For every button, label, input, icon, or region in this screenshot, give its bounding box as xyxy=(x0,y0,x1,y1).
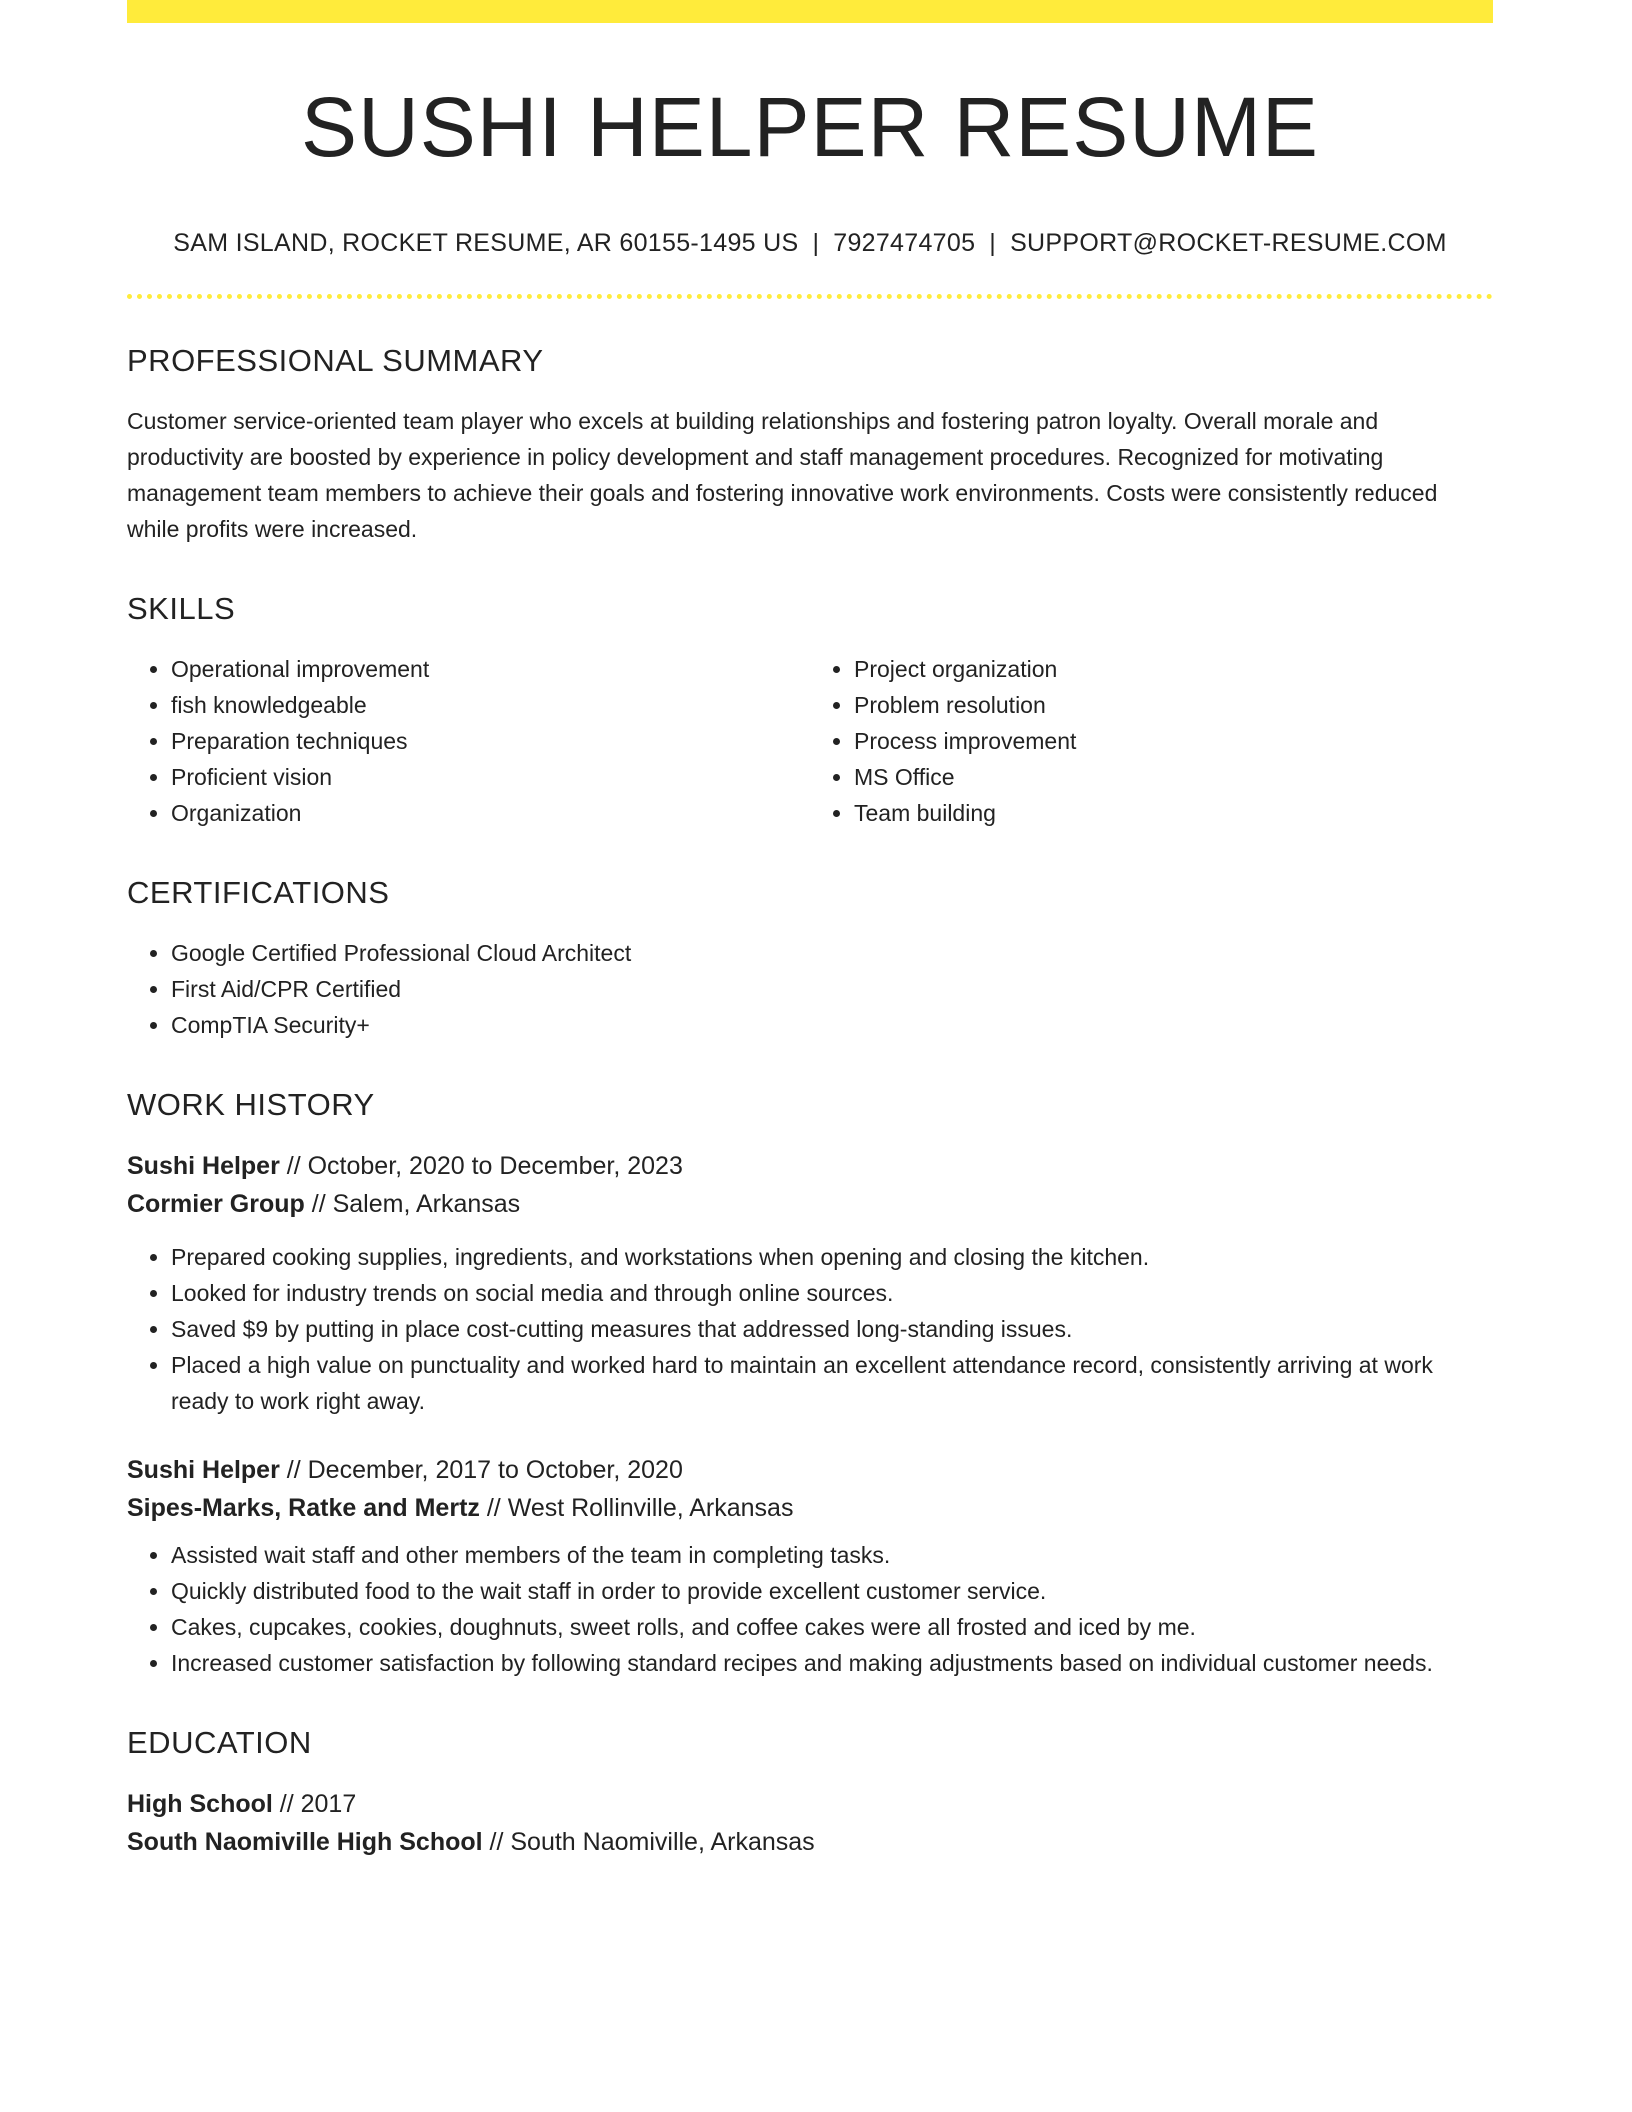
job-company-line xyxy=(127,1185,1493,1223)
job-entry xyxy=(127,1147,1493,1419)
skills-list xyxy=(127,651,1493,831)
list-item: • Saved $9 by putting in place cost-cutting measures that addressed long-standing issues. xyxy=(171,1311,1493,1347)
list-item: • Google Certified Professional Cloud Architect xyxy=(171,935,1493,971)
list-item: • First Aid/CPR Certified xyxy=(171,971,1493,1007)
list-item: • Problem resolution xyxy=(854,687,1493,723)
list-item: • Cakes, cupcakes, cookies, doughnuts, sweet rolls, and coffee cakes were all frosted and iced by me. xyxy=(171,1609,1493,1645)
job-role: Sushi Helper xyxy=(127,1152,280,1181)
job-title-line xyxy=(127,1147,1493,1185)
education-degree-line xyxy=(127,1785,1493,1823)
job-title-line xyxy=(127,1451,1493,1489)
job-company: Cormier Group xyxy=(127,1190,305,1219)
dotted-divider xyxy=(127,294,1493,299)
list-item: • Quickly distributed food to the wait staff in order to provide excellent customer service. xyxy=(171,1573,1493,1609)
education-school-line xyxy=(127,1823,1493,1861)
job-bullets xyxy=(127,1537,1493,1681)
certifications-list xyxy=(127,935,1493,1043)
list-item: • Project organization xyxy=(854,651,1493,687)
job-bullets xyxy=(127,1239,1493,1419)
list-item: • Preparation techniques xyxy=(171,723,810,759)
section-title-work-history: WORK HISTORY xyxy=(127,1087,375,1123)
job-entry xyxy=(127,1451,1493,1681)
list-item: • Proficient vision xyxy=(171,759,810,795)
list-item: • fish knowledgeable xyxy=(171,687,810,723)
list-item: • Process improvement xyxy=(854,723,1493,759)
education-entry xyxy=(127,1785,1493,1861)
list-item: • Placed a high value on punctuality and worked hard to maintain an excellent attendance record, consistently arriving at work ready to work right away. xyxy=(171,1347,1493,1419)
section-title-education: EDUCATION xyxy=(127,1725,312,1761)
list-item: • Organization xyxy=(171,795,810,831)
list-item: • Prepared cooking supplies, ingredients, and workstations when opening and closing the kitchen. xyxy=(171,1239,1493,1275)
top-accent-bar xyxy=(127,0,1493,23)
contact-address: SAM ISLAND, ROCKET RESUME, AR 60155-1495 US xyxy=(173,229,799,258)
job-dates: // October, 2020 to December, 2023 xyxy=(279,1152,683,1181)
resume-page xyxy=(127,0,1493,1861)
job-dates: // December, 2017 to October, 2020 xyxy=(279,1456,683,1485)
section-title-summary: PROFESSIONAL SUMMARY xyxy=(127,343,544,379)
list-item: • MS Office xyxy=(854,759,1493,795)
education-year: // 2017 xyxy=(272,1790,357,1819)
contact-email: SUPPORT@ROCKET-RESUME.COM xyxy=(1010,229,1447,258)
skills-column-right xyxy=(810,651,1493,831)
education-location: // South Naomiville, Arkansas xyxy=(482,1828,815,1857)
skills-column-left xyxy=(127,651,810,831)
education-degree: High School xyxy=(127,1790,273,1819)
section-title-skills: SKILLS xyxy=(127,591,236,627)
section-title-certifications: CERTIFICATIONS xyxy=(127,875,390,911)
job-location: // West Rollinville, Arkansas xyxy=(479,1494,794,1523)
list-item: • Increased customer satisfaction by following standard recipes and making adjustments based on individual customer needs. xyxy=(171,1645,1493,1681)
summary-text: Customer service-oriented team player who excels at building relationships and fostering patron loyalty. Overall morale and productivity are boosted by experience in policy development and staff management procedures. Recognized for motivating management team members to achieve their goals and fostering innovative work environments. Costs were consistently reduced while profits were increased. xyxy=(127,408,1438,543)
list-item: • Team building xyxy=(854,795,1493,831)
education-school: South Naomiville High School xyxy=(127,1828,483,1857)
contact-separator: | xyxy=(812,229,820,258)
contact-separator: | xyxy=(989,229,997,258)
contact-line xyxy=(127,229,1493,258)
list-item: • Operational improvement xyxy=(171,651,810,687)
list-item: • Assisted wait staff and other members of the team in completing tasks. xyxy=(171,1537,1493,1573)
list-item: • Looked for industry trends on social media and through online sources. xyxy=(171,1275,1493,1311)
list-item: • CompTIA Security+ xyxy=(171,1007,1493,1043)
job-company-line xyxy=(127,1489,1493,1527)
job-location: // Salem, Arkansas xyxy=(304,1190,521,1219)
job-role: Sushi Helper xyxy=(127,1456,280,1485)
contact-phone: 7927474705 xyxy=(833,229,976,258)
job-company: Sipes-Marks, Ratke and Mertz xyxy=(127,1494,480,1523)
resume-title: SUSHI HELPER RESUME xyxy=(301,80,1319,174)
